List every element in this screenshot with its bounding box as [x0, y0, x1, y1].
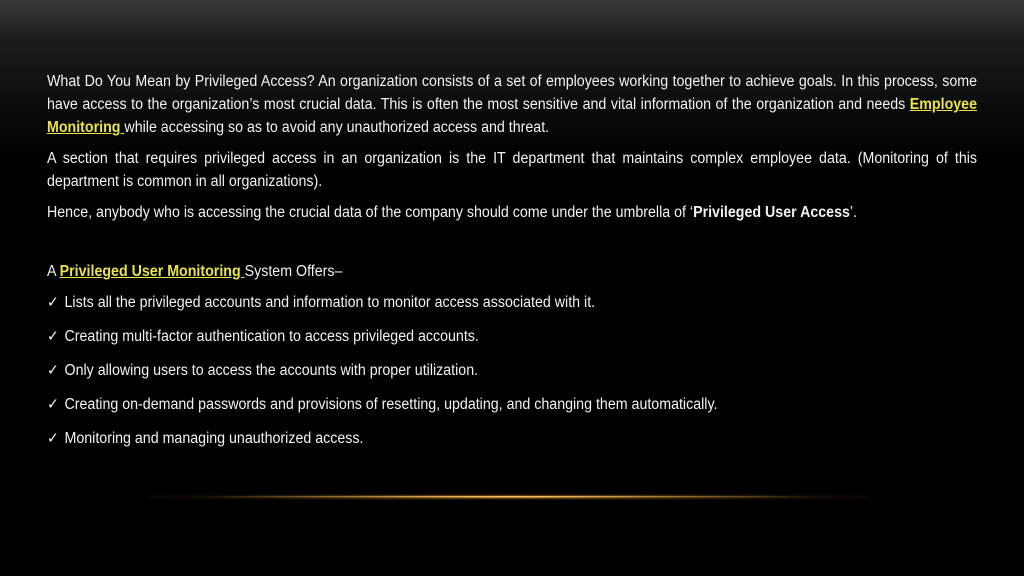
- list-item: [47, 325, 977, 348]
- privileged-user-access-term: Privileged User Access: [693, 204, 850, 221]
- offers-heading: [47, 260, 977, 283]
- checkmark-icon: ✓: [47, 328, 59, 345]
- checkmark-icon: ✓: [47, 396, 59, 413]
- privileged-user-monitoring-link[interactable]: Privileged User Monitoring: [59, 263, 245, 280]
- decorative-glow: [150, 494, 870, 500]
- list-item-text: Only allowing users to access the accounts with proper utilization.: [64, 362, 479, 379]
- offers-list: [47, 291, 977, 450]
- paragraph-umbrella: [47, 201, 977, 224]
- list-item-text: Monitoring and managing unauthorized access.: [64, 430, 364, 447]
- offers-suffix: System Offers–: [244, 263, 343, 280]
- employee-monitoring-link[interactable]: Employee Monitoring: [47, 96, 977, 136]
- paragraph-text: while accessing so as to avoid any unauthorized access and threat.: [124, 119, 550, 136]
- paragraph-privileged-access: [47, 70, 977, 139]
- list-item-text: Creating multi-factor authentication to access privileged accounts.: [64, 328, 479, 345]
- paragraph-text: What Do You Mean by Privileged Access? An organization consists of a set of employees working together to achieve goals. In this process, some have access to the organization’s most crucial data. This is often the most sensitive and vital information of the organization and needs: [47, 73, 977, 113]
- list-item: [47, 359, 977, 382]
- offers-prefix: A: [47, 263, 60, 280]
- list-item: [47, 291, 977, 314]
- list-item-text: Lists all the privileged accounts and information to monitor access associated with it.: [64, 294, 596, 311]
- list-item: [47, 393, 977, 416]
- decorative-glow-line: [210, 496, 810, 497]
- checkmark-icon: ✓: [47, 430, 59, 447]
- paragraph-text: Hence, anybody who is accessing the crucial data of the company should come under the umbrella of ‘: [47, 204, 694, 221]
- paragraph-it-department: A section that requires privileged access in an organization is the IT department that maintains complex employee data. (Monitoring of this department is common in all organizations).: [47, 150, 977, 190]
- list-item: [47, 427, 977, 450]
- checkmark-icon: ✓: [47, 294, 59, 311]
- slide-content: [47, 70, 977, 461]
- checkmark-icon: ✓: [47, 362, 59, 379]
- list-item-text: Creating on-demand passwords and provisions of resetting, updating, and changing them automatically.: [64, 396, 718, 413]
- paragraph-text: ’.: [849, 204, 858, 221]
